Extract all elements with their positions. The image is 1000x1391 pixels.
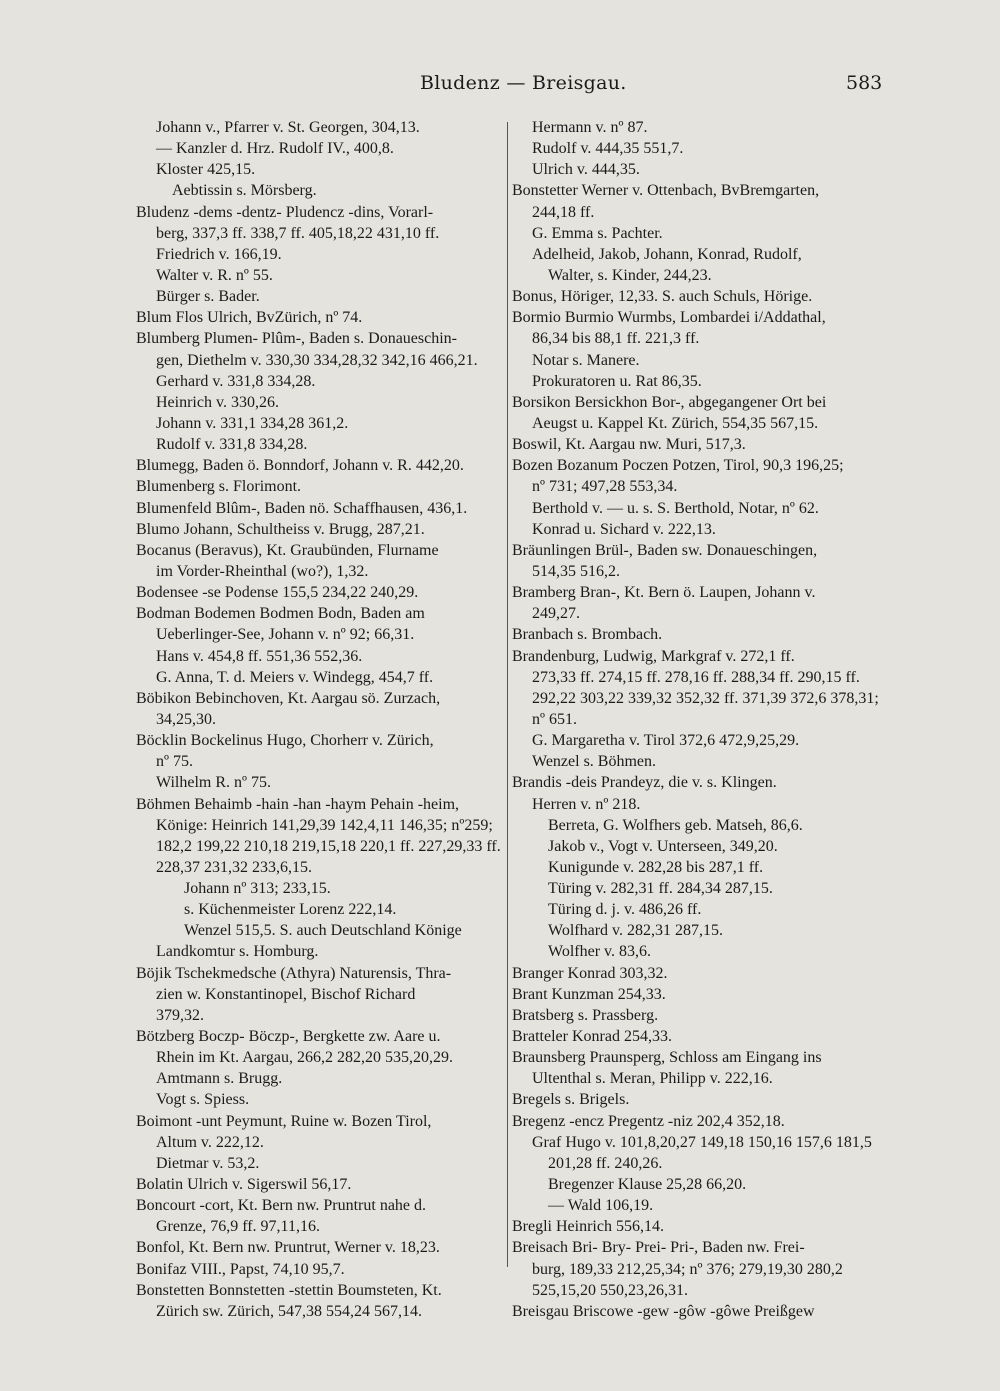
index-line: Jakob v., Vogt v. Unterseen, 349,20. <box>548 837 778 855</box>
index-line: Johann nº 313; 233,15. <box>184 880 331 898</box>
index-line: Bratteler Konrad 254,33. <box>512 1028 672 1046</box>
index-line: Heinrich v. 330,26. <box>156 393 279 411</box>
index-line: s. Küchenmeister Lorenz 222,14. <box>184 901 397 919</box>
index-line: Blumegg, Baden ö. Bonndorf, Johann v. R. 442,20. <box>136 457 464 475</box>
index-line: Bormio Burmio Wurmbs, Lombardei i/Addathal, <box>512 309 826 327</box>
index-line: Bozen Bozanum Poczen Potzen, Tirol, 90,3 196,25; <box>512 457 844 475</box>
index-line: Landkomtur s. Homburg. <box>156 943 319 961</box>
index-line: Breisach Bri- Bry- Prei- Pri-, Baden nw. Frei- <box>512 1239 805 1257</box>
index-line: Johann v. 331,1 334,28 361,2. <box>156 414 349 432</box>
index-line: G. Emma s. Pachter. <box>532 224 663 242</box>
index-line: Böjik Tschekmedsche (Athyra) Naturensis, Thra- <box>136 964 452 982</box>
index-line: Könige: Heinrich 141,29,39 142,4,11 146,35; nº259; <box>156 816 493 834</box>
index-line: Branger Konrad 303,32. <box>512 964 668 982</box>
index-line: Bodman Bodemen Bodmen Bodn, Baden am <box>136 605 425 623</box>
index-line: Bramberg Bran-, Kt. Bern ö. Laupen, Johann v. <box>512 584 816 602</box>
index-line: Hans v. 454,8 ff. 551,36 552,36. <box>156 647 363 665</box>
index-line: — Kanzler d. Hrz. Rudolf IV., 400,8. <box>156 140 394 158</box>
index-line: Herren v. nº 218. <box>532 795 641 813</box>
index-line: Wolfhard v. 282,31 287,15. <box>548 922 723 940</box>
index-line: Prokuratoren u. Rat 86,35. <box>532 372 702 390</box>
index-line: Rhein im Kt. Aargau, 266,2 282,20 535,20,29. <box>156 1049 454 1067</box>
index-line: G. Margaretha v. Tirol 372,6 472,9,25,29. <box>532 732 800 750</box>
index-line: 273,33 ff. 274,15 ff. 278,16 ff. 288,34 ff. 290,15 ff. <box>532 668 860 686</box>
index-line: 249,27. <box>532 605 580 623</box>
index-line: Bratsberg s. Prassberg. <box>512 1006 659 1024</box>
index-line: Brant Kunzman 254,33. <box>512 985 666 1003</box>
index-line: Wenzel s. Böhmen. <box>532 753 657 771</box>
index-line: Blumo Johann, Schultheiss v. Brugg, 287,21. <box>136 520 425 538</box>
index-line: Wilhelm R. nº 75. <box>156 774 271 792</box>
index-line: Dietmar v. 53,2. <box>156 1154 260 1172</box>
index-line: Boncourt -cort, Kt. Bern nw. Pruntrut nahe d. <box>136 1197 427 1215</box>
index-line: Bräunlingen Brül-, Baden sw. Donaueschingen, <box>512 541 818 559</box>
index-line: 292,22 303,22 339,32 352,32 ff. 371,39 372,6 378,31; <box>532 689 879 707</box>
index-line: Graf Hugo v. 101,8,20,27 149,18 150,16 157,6 181,5 <box>532 1133 872 1151</box>
index-line: Amtmann s. Brugg. <box>156 1070 283 1088</box>
index-line: Bolatin Ulrich v. Sigerswil 56,17. <box>136 1176 352 1194</box>
index-line: nº 731; 497,28 553,34. <box>532 478 678 496</box>
index-line: Vogt s. Spiess. <box>156 1091 250 1109</box>
left-column <box>136 117 501 1320</box>
index-line: Ultenthal s. Meran, Philipp v. 222,16. <box>532 1070 773 1088</box>
index-line: Bonifaz VIII., Papst, 74,10 95,7. <box>136 1260 345 1278</box>
index-line: Rudolf v. 444,35 551,7. <box>532 140 684 158</box>
index-line: 201,28 ff. 240,26. <box>548 1154 663 1172</box>
index-line: Rudolf v. 331,8 334,28. <box>156 436 308 454</box>
index-line: Walter, s. Kinder, 244,23. <box>548 266 712 284</box>
index-line: zien w. Konstantinopel, Bischof Richard <box>156 985 416 1003</box>
index-line: Blum Flos Ulrich, BvZürich, nº 74. <box>136 309 363 327</box>
index-line: Branbach s. Brombach. <box>512 626 663 644</box>
index-line: 379,32. <box>156 1006 204 1024</box>
index-line: Böcklin Bockelinus Hugo, Chorherr v. Zürich, <box>136 732 434 750</box>
index-line: Kunigunde v. 282,28 bis 287,1 ff. <box>548 858 764 876</box>
column-divider <box>507 122 508 1267</box>
index-line: Türing v. 282,31 ff. 284,34 287,15. <box>548 880 773 898</box>
index-line: Bürger s. Bader. <box>156 288 260 306</box>
index-line: Altum v. 222,12. <box>156 1133 264 1151</box>
right-column <box>512 117 879 1320</box>
index-line: Braunsberg Praunsperg, Schloss am Eingang ins <box>512 1049 822 1067</box>
index-line: Zürich sw. Zürich, 547,38 554,24 567,14. <box>156 1302 423 1320</box>
index-line: Ulrich v. 444,35. <box>532 161 640 179</box>
index-line: Breisgau Briscowe -gew -gôw -gôwe Preißgew <box>512 1302 815 1320</box>
index-line: Bocanus (Beravus), Kt. Graubünden, Flurname <box>136 541 439 559</box>
index-line: Bludenz -dems -dentz- Pludencz -dins, Vorarl- <box>136 203 434 221</box>
index-line: Bonfol, Kt. Bern nw. Pruntrut, Werner v. 18,23. <box>136 1239 440 1257</box>
index-line: 244,18 ff. <box>532 203 595 221</box>
index-line: Berreta, G. Wolfhers geb. Matseh, 86,6. <box>548 816 803 834</box>
index-line: Adelheid, Jakob, Johann, Konrad, Rudolf, <box>532 245 802 263</box>
index-line: 182,2 199,22 210,18 219,15,18 220,1 ff. 227,29,33 ff. <box>156 837 501 855</box>
index-line: Böbikon Bebinchoven, Kt. Aargau sö. Zurzach, <box>136 689 441 707</box>
index-line: 514,35 516,2. <box>532 562 620 580</box>
index-line: — Wald 106,19. <box>548 1197 654 1215</box>
index-line: 228,37 231,32 233,6,15. <box>156 858 312 876</box>
index-line: Brandis -deis Prandeyz, die v. s. Klingen. <box>512 774 777 792</box>
index-line: 525,15,20 550,23,26,31. <box>532 1281 688 1299</box>
index-line: Borsikon Bersickhon Bor-, abgegangener Ort bei <box>512 393 827 411</box>
index-line: nº 651. <box>532 710 577 728</box>
index-line: Bregenzer Klause 25,28 66,20. <box>548 1176 747 1194</box>
index-line: Gerhard v. 331,8 334,28. <box>156 372 316 390</box>
index-line: Hermann v. nº 87. <box>532 119 648 136</box>
index-line: im Vorder-Rheinthal (wo?), 1,32. <box>156 562 369 580</box>
index-line: Konrad u. Sichard v. 222,13. <box>532 520 716 538</box>
index-line: Bregenz -encz Pregentz -niz 202,4 352,18. <box>512 1112 785 1130</box>
index-line: G. Anna, T. d. Meiers v. Windegg, 454,7 ff. <box>156 668 434 686</box>
index-line: Blumenberg s. Florimont. <box>136 478 302 496</box>
index-line: Türing d. j. v. 486,26 ff. <box>548 901 702 919</box>
index-line: Grenze, 76,9 ff. 97,11,16. <box>156 1218 320 1236</box>
index-line: Bonstetten Bonnstetten -stettin Boumsteten, Kt. <box>136 1281 442 1299</box>
page-header <box>0 72 1000 102</box>
index-line: Berthold v. — u. s. S. Berthold, Notar, nº 62. <box>532 499 819 517</box>
index-line: gen, Diethelm v. 330,30 334,28,32 342,16 466,21. <box>156 351 478 369</box>
page-number: 583 <box>846 72 883 94</box>
index-line: Walter v. R. nº 55. <box>156 266 273 284</box>
index-line: Kloster 425,15. <box>156 161 256 179</box>
index-line: Blumenfeld Blûm-, Baden nö. Schaffhausen, 436,1. <box>136 499 468 517</box>
index-line: Bodensee -se Podense 155,5 234,22 240,29. <box>136 584 419 602</box>
index-line: Bregels s. Brigels. <box>512 1091 630 1109</box>
index-line: Wenzel 515,5. S. auch Deutschland Könige <box>184 922 462 940</box>
running-title: Bludenz — Breisgau. <box>420 72 627 94</box>
index-line: 86,34 bis 88,1 ff. 221,3 ff. <box>532 330 700 348</box>
index-line: Bonstetter Werner v. Ottenbach, BvBremgarten, <box>512 182 820 200</box>
index-line: Wolfher v. 83,6. <box>548 943 651 961</box>
index-line: Blumberg Plumen- Plûm-, Baden s. Donaueschin- <box>136 330 457 348</box>
index-line: Bonus, Höriger, 12,33. S. auch Schuls, Hörige. <box>512 288 813 306</box>
index-line: 34,25,30. <box>156 710 216 728</box>
index-line: Boswil, Kt. Aargau nw. Muri, 517,3. <box>512 436 746 454</box>
index-line: Johann v., Pfarrer v. St. Georgen, 304,13. <box>156 119 420 136</box>
index-line: berg, 337,3 ff. 338,7 ff. 405,18,22 431,10 ff. <box>156 224 440 242</box>
index-line: Böhmen Behaimb -hain -han -haym Pehain -heim, <box>136 795 460 813</box>
index-line: Aeugst u. Kappel Kt. Zürich, 554,35 567,15. <box>532 414 819 432</box>
index-line: Aebtissin s. Mörsberg. <box>172 182 317 200</box>
index-line: Brandenburg, Ludwig, Markgraf v. 272,1 ff. <box>512 647 795 665</box>
index-line: Boimont -unt Peymunt, Ruine w. Bozen Tirol, <box>136 1112 432 1130</box>
index-line: Friedrich v. 166,19. <box>156 245 282 263</box>
index-line: burg, 189,33 212,25,34; nº 376; 279,19,30 280,2 <box>532 1260 843 1278</box>
index-line: Bregli Heinrich 556,14. <box>512 1218 664 1236</box>
index-line: nº 75. <box>156 753 193 771</box>
index-line: Bötzberg Boczp- Böczp-, Bergkette zw. Aare u. <box>136 1028 441 1046</box>
index-line: Ueberlinger-See, Johann v. nº 92; 66,31. <box>156 626 415 644</box>
index-line: Notar s. Manere. <box>532 351 640 369</box>
